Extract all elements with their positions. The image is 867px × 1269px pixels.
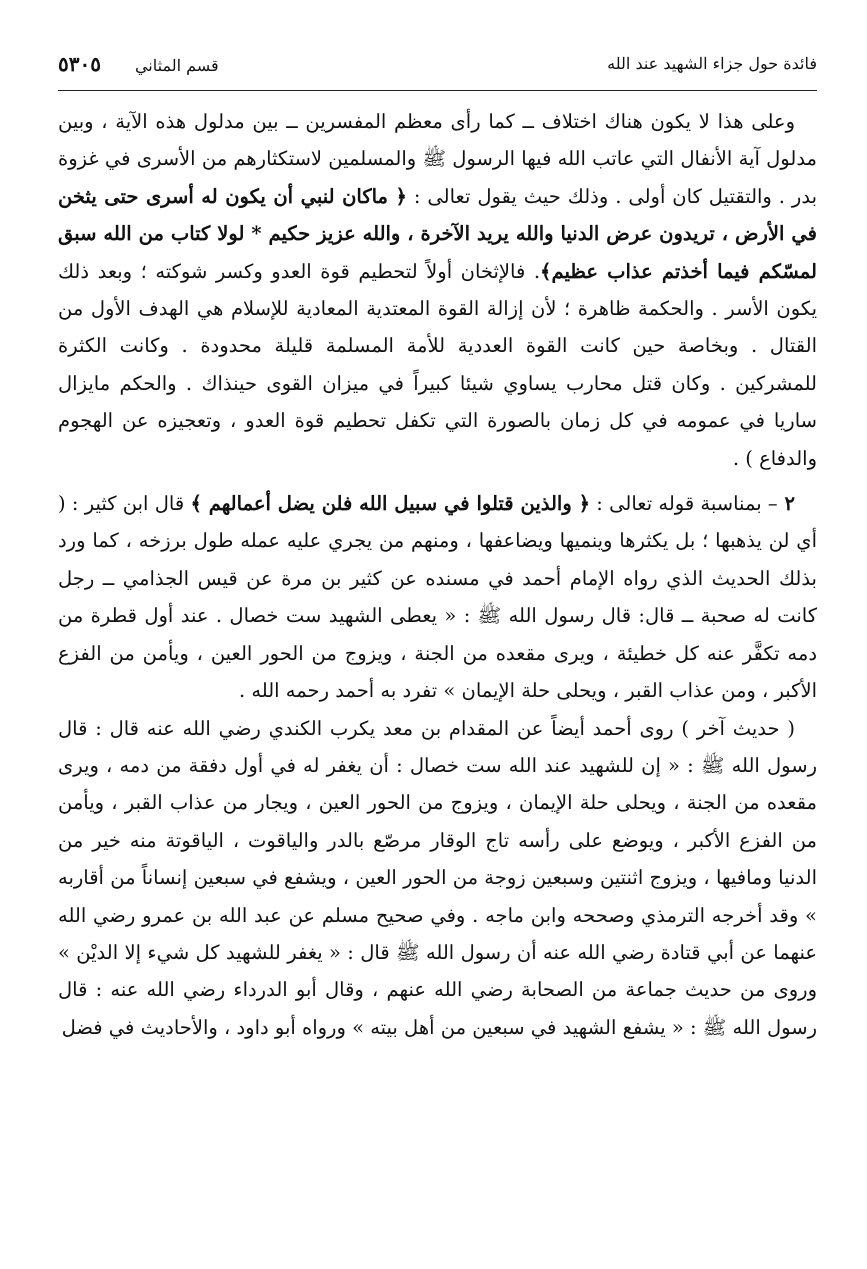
text-run: . فالإثخان أولاً لتحطيم قوة العدو وكسر شوكته ؛ وبعد ذلك يكون الأسر . والحكمة ظاهرة ؛ لأن إزالة القوة المعتدية المعادية للإسلام هي الهدف الأول من القتال . وبخاصة حين كانت القوة العددية للأمة المسلمة قليلة محدودة . وكانت الكثرة للمشركين . وكان قتل محارب يساوي شيئا كبيراً في ميزان القوى حينذاك . والحكم مايزال ساريا في عمومه في كل زمان بالصورة التي تكفل تحطيم قوة العدو ، وتعجيزه عن الهجوم والدفاع ) .	[58, 259, 817, 470]
text-run: قال ابن كثير : ( أي لن يذهبها ؛ بل يكثرها وينميها ويضاعفها ، ومنهم من يجري عليه عمله طول برزخه ، كما ورد بذلك الحديث الذي رواه الإمام أحمد في مسنده عن كثير بن مرة عن قيس الجذامي ــ رجل كانت له صحبة ــ قال: قال رسول الله ﷺ : « يعطى الشهيد ست خصال . عند أول قطرة من دمه تكفَّر عنه كل خطيئة ، ويرى مقعده من الجنة ، ويزوج من الحور العين ، ويأمن من الفزع الأكبر ، ومن عذاب القبر ، ويحلى حلة الإيمان » تفرد به أحمد رحمه الله .	[58, 492, 817, 703]
chapter-title: فائدة حول جزاء الشهيد عند الله	[607, 54, 817, 73]
quran-verse: ﴿ والذين قتلوا في سبيل الله فلن يضل أعمالهم ﴾	[190, 492, 591, 516]
paragraph	[58, 710, 817, 1047]
page-number: ٥٣٠٥	[58, 52, 101, 76]
text-run: ( حديث آخر ) روى أحمد أيضاً عن المقدام بن معد يكرب الكندي رضي الله عنه قال : قال رسول الله ﷺ : « إن للشهيد عند الله ست خصال : أن يغفر له في أول دفقة من دمه ، ويرى مقعده من الجنة ، ويحلى حلة الإيمان ، ويزوج من الحور العين ، ويجار من عذاب القبر ، ويأمن من الفزع الأكبر ، ويوضع على رأسه تاج الوقار مرصّع بالدر والياقوت ، الياقوتة منه خير من الدنيا ومافيها ، ويزوج اثنتين وسبعين زوجة من الحور العين ، ويشفع في سبعين إنساناً من أقاربه » وقد أخرجه الترمذي وصححه وابن ماجه . وفي صحيح مسلم عن عبد الله بن عمرو رضي الله عنهما عن أبي قتادة رضي الله عنه أن رسول الله ﷺ قال : « يغفر للشهيد كل شيء إلا الديْن » وروى من حديث جماعة من الصحابة رضي الله عنهم ، وقال أبو الدرداء رضي الله عنه : قال رسول الله ﷺ : « يشفع الشهيد في سبعين من أهل بيته » ورواه أبو داود ، والأحاديث في فضل	[58, 716, 817, 1039]
body-text	[58, 103, 817, 1046]
book-page	[58, 40, 817, 1249]
note-number: ٢	[777, 492, 795, 516]
running-header	[58, 40, 817, 91]
section-name: قسم المثاني	[134, 56, 219, 75]
header-page-info	[58, 52, 219, 76]
quran-verse: ﴿ ماكان لنبي أن يكون له أسرى حتى يثخن في الأرض ، تريدون عرض الدنيا والله يريد الآخرة ، والله عزيز حكيم * لولا كتاب من الله سبق لمسّكم فيما أخذتم عذاب عظيم﴾	[58, 184, 817, 283]
text-run: وعلى هذا لا يكون هناك اختلاف ــ كما رأى معظم المفسرين ــ بين مدلول هذه الآية ، وبين مدلول آية الأنفال التي عاتب الله فيها الرسول ﷺ والمسلمين لاستكثارهم من الأسرى في غزوة بدر . والتقتيل كان أولى . وذلك حيث يقول تعالى :	[58, 110, 817, 208]
paragraph	[58, 485, 817, 709]
text-run: – بمناسبة قوله تعالى :	[590, 492, 778, 516]
paragraph	[58, 103, 817, 477]
